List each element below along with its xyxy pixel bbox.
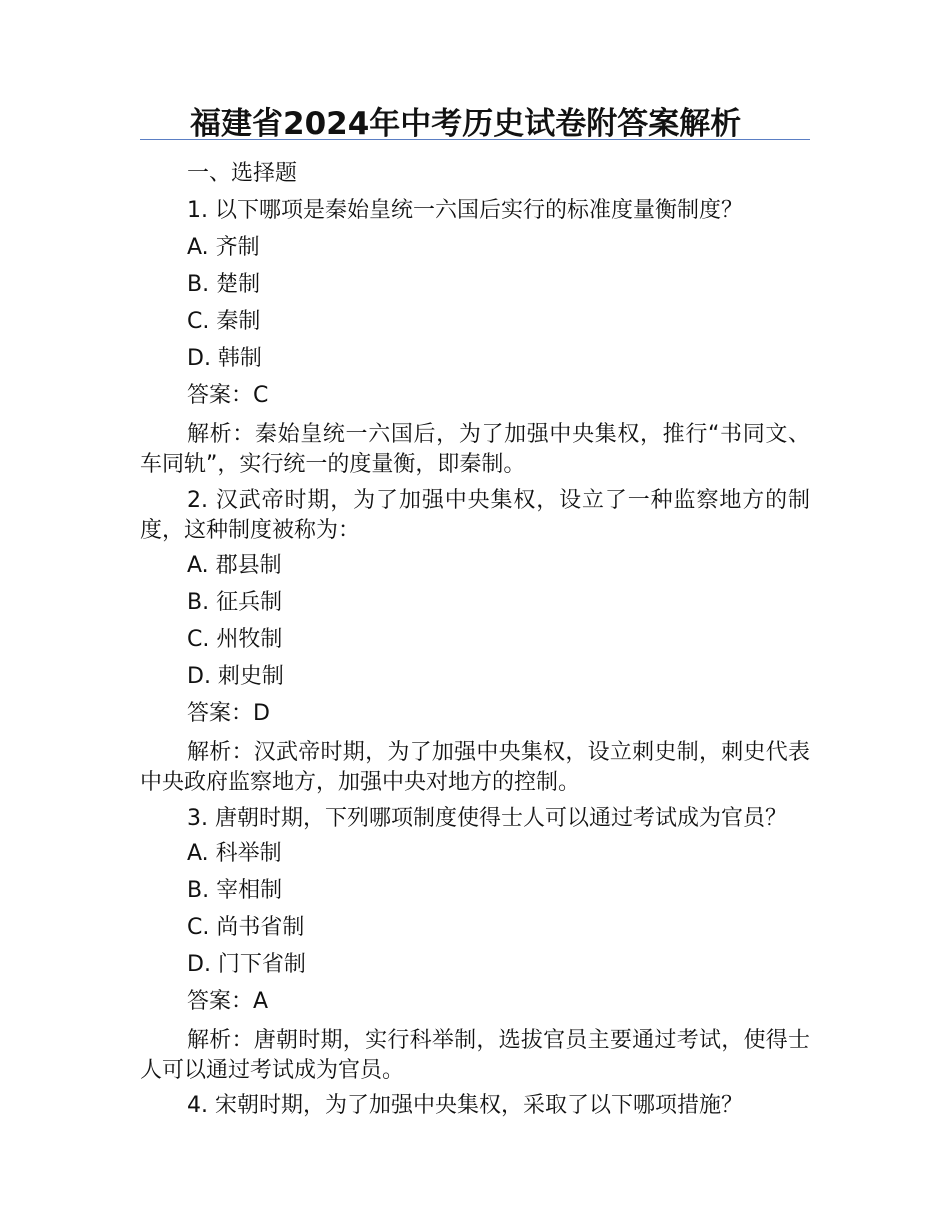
question-analysis: 解析：唐朝时期，实行科举制，选拔官员主要通过考试，使得士人可以通过考试成为官员。 [140,1028,810,1083]
document-title: 福建省2024年中考历史试卷附答案解析 [190,106,742,142]
question-option: C. 秦制 [187,309,261,334]
question-stem: 3. 唐朝时期，下列哪项制度使得士人可以通过考试成为官员？ [187,806,787,831]
question-option: C. 州牧制 [187,627,283,652]
question-option: A. 郡县制 [187,553,282,578]
question-option: A. 科举制 [187,841,282,866]
question-stem: 1. 以下哪项是秦始皇统一六国后实行的标准度量衡制度？ [187,198,743,223]
question-option: B. 宰相制 [187,878,283,903]
question-answer: 答案：A [187,989,269,1014]
question-stem: 4. 宋朝时期，为了加强中央集权，采取了以下哪项措施？ [187,1093,743,1118]
question-analysis: 解析：汉武帝时期，为了加强中央集权，设立刺史制，刺史代表中央政府监察地方，加强中央对地方的控制。 [140,740,810,795]
question-option: B. 楚制 [187,272,261,297]
question-option: D. 韩制 [187,346,262,371]
document-page [140,0,810,1230]
document-body [140,155,810,1124]
question-answer: 答案：C [187,383,269,408]
question-answer: 答案：D [187,701,270,726]
question-option: A. 齐制 [187,235,260,260]
question-analysis: 解析：秦始皇统一六国后，为了加强中央集权，推行“书同文、车同轨”，实行统一的度量衡，即秦制。 [140,422,810,477]
title-underline [140,139,810,140]
question-stem: 2. 汉武帝时期，为了加强中央集权，设立了一种监察地方的制度，这种制度被称为： [140,488,810,543]
question-option: C. 尚书省制 [187,915,305,940]
section-heading: 一、选择题 [187,161,298,186]
question-option: D. 门下省制 [187,952,306,977]
question-option: B. 征兵制 [187,590,283,615]
question-option: D. 刺史制 [187,664,284,689]
